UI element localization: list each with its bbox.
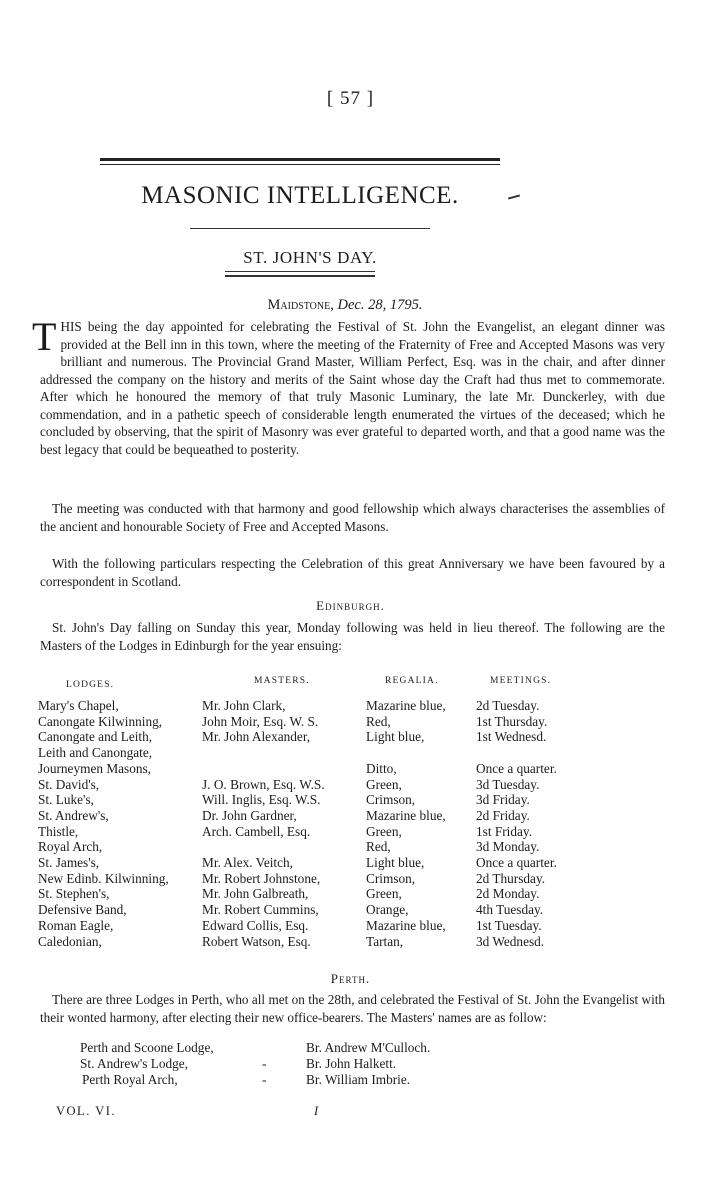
heading-edinburgh: Edinburgh. <box>316 598 385 613</box>
lodge-name: Thistle, <box>38 823 79 839</box>
col-header-masters: MASTERS. <box>254 676 310 686</box>
paragraph-perth: There are three Lodges in Perth, who all met on the 28th, and celebrated the Festival of St. John the Evangelist with their wonted harmony, after electing their new office-bearers. The Masters' names are as follow: <box>40 992 665 1025</box>
lodge-regalia: Green, <box>366 776 402 792</box>
lodge-master: Mr. John Clark, <box>202 698 286 713</box>
lodge-regalia: Red, <box>366 839 391 855</box>
col-header-lodges: LODGES. <box>66 680 115 690</box>
lodge-name: Canongate and Leith, <box>38 729 153 745</box>
lodge-name: St. Stephen's, <box>38 886 110 902</box>
lodge-name: Journeymen Masons, <box>38 760 152 776</box>
lodge-master: Will. Inglis, Esq. W.S. <box>202 792 321 808</box>
subtitle-rule-thin <box>225 271 375 272</box>
top-rule-thick <box>100 158 500 161</box>
lodge-meeting: 1st Thursday. <box>476 713 548 729</box>
lodge-meeting: 1st Friday. <box>476 823 533 839</box>
subtitle-rule-thick <box>225 275 375 277</box>
lodge-regalia: Green, <box>366 886 402 902</box>
lodge-name: Caledonian, <box>38 933 102 949</box>
lodge-regalia: Crimson, <box>366 870 416 886</box>
lodge-master: Edward Collis, Esq. <box>202 917 309 933</box>
lodge-name: St. James's, <box>38 855 100 870</box>
lodge-meeting: 1st Tuesday. <box>476 917 542 933</box>
lodge-master: Mr. John Alexander, <box>202 729 311 745</box>
lodge-name: St. David's, <box>38 776 100 792</box>
lodge-regalia: Red, <box>366 713 391 729</box>
lodge-regalia: Light blue, <box>366 855 425 870</box>
lodge-regalia: Crimson, <box>366 792 416 808</box>
lodge-master: Mr. John Galbreath, <box>202 886 309 902</box>
lodge-name: Leith and Canongate, <box>38 745 153 761</box>
lodge-name: Defensive Band, <box>38 902 127 918</box>
perth-lodge-master: Br. Andrew M'Culloch. <box>306 1040 431 1055</box>
lodge-master: John Moir, Esq. W. S. <box>202 713 319 729</box>
col-header-meetings: MEETINGS. <box>490 676 552 686</box>
lodge-name: St. Luke's, <box>38 792 94 808</box>
title-underline <box>190 228 430 229</box>
footer-volume: VOL. VI. <box>56 1104 117 1118</box>
lodge-master: Robert Watson, Esq. <box>202 933 311 949</box>
lodge-meeting: 2d Monday. <box>476 886 540 902</box>
lodge-name: Mary's Chapel, <box>38 698 119 713</box>
perth-separator: - <box>262 1072 267 1087</box>
stray-mark <box>508 194 520 199</box>
lodge-meeting: 3d Tuesday. <box>476 776 540 792</box>
lodge-meeting: 2d Friday. <box>476 807 530 823</box>
section-title: MASONIC INTELLIGENCE. <box>141 182 459 209</box>
lodge-master: J. O. Brown, Esq. W.S. <box>202 776 325 792</box>
perth-lodge-master: Br. William Imbrie. <box>306 1072 411 1087</box>
heading-perth: Perth. <box>330 971 371 986</box>
lodge-meeting: 3d Wednesd. <box>476 933 545 949</box>
lodge-master: Arch. Cambell, Esq. <box>202 823 311 839</box>
lodge-name: Canongate Kilwinning, <box>38 713 163 729</box>
paragraph-maidstone <box>32 314 665 458</box>
lodge-regalia: Ditto, <box>366 760 397 776</box>
paragraph-maidstone-text: HIS being the day appointed for celebrating the Festival of St. John the Evangelist, an elegant dinner was provided at the Bell inn in this town, where the meeting of the Fraternity of Free and Accepted Masons was very brilliant and numerous. The Provincial Grand Master, William Perfect, Esq. was in the chair, and after dinner addressed the company on the history and merits of the Saint whose day the Craft had thus met to commemorate. After which he honoured the memory of that truly Masonic Luminary, the late Mr. Dunckerley, with due commendation, and in a pathetic speech of considerable length enumerated the virtues of the deceased; which he concluded by observing, that the spirit of Masonry was ever grateful to departed worth, and that a good name was the best legacy that could be bequeathed to posterity. <box>40 319 665 457</box>
lodge-name: St. Andrew's, <box>38 807 109 823</box>
lodge-regalia: Tartan, <box>366 933 404 949</box>
dateline-date: , Dec. 28, 1795. <box>330 297 423 313</box>
lodge-regalia: Mazarine blue, <box>366 917 446 933</box>
lodge-regalia: Light blue, <box>366 729 425 745</box>
lodge-master: Dr. John Gardner, <box>202 807 297 823</box>
lodge-regalia: Mazarine blue, <box>366 698 446 713</box>
lodge-master: Mr. Alex. Veitch, <box>202 855 293 870</box>
col-header-regalia: REGALIA. <box>385 676 439 686</box>
footer-signature: I <box>314 1104 320 1118</box>
lodge-meeting: Once a quarter. <box>476 855 557 870</box>
lodge-name: Royal Arch, <box>38 839 103 855</box>
paragraph-meeting: The meeting was conducted with that harmony and good fellowship which always characterises the assemblies of the ancient and honourable Society of Free and Accepted Masons. <box>40 501 665 534</box>
perth-lodge-name: St. Andrew's Lodge, <box>80 1056 189 1071</box>
lodge-regalia: Green, <box>366 823 402 839</box>
page-number: [ 57 ] <box>326 88 375 109</box>
perth-lodge-name: Perth and Scoone Lodge, <box>80 1040 214 1055</box>
perth-lodge-master: Br. John Halkett. <box>306 1056 397 1071</box>
dateline-place: Maidstone <box>267 297 331 313</box>
subtitle: ST. JOHN'S DAY. <box>243 248 377 267</box>
top-rule-thin <box>100 164 500 165</box>
lodge-meeting: Once a quarter. <box>476 760 557 776</box>
lodge-master: Mr. Robert Cummins, <box>202 902 319 918</box>
lodge-meeting: 3d Friday. <box>476 792 530 808</box>
lodge-meeting: 4th Tuesday. <box>476 902 544 918</box>
dateline <box>190 297 500 314</box>
perth-separator: - <box>262 1056 267 1071</box>
lodge-name: New Edinb. Kilwinning, <box>38 870 169 886</box>
lodge-meeting: 2d Thursday. <box>476 870 546 886</box>
lodge-meeting: 2d Tuesday. <box>476 698 540 713</box>
lodge-regalia: Orange, <box>366 902 409 918</box>
paragraph-edinburgh: St. John's Day falling on Sunday this year, Monday following was held in lieu thereof. The following are the Masters of the Lodges in Edinburgh for the year ensuing: <box>40 620 665 653</box>
drop-cap: T <box>32 314 57 359</box>
lodge-meeting: 1st Wednesd. <box>476 729 547 745</box>
lodge-meeting: 3d Monday. <box>476 839 540 855</box>
lodge-master: Mr. Robert Johnstone, <box>202 870 321 886</box>
perth-lodge-name: Perth Royal Arch, <box>82 1072 178 1087</box>
lodge-name: Roman Eagle, <box>38 917 114 933</box>
lodge-regalia: Mazarine blue, <box>366 807 446 823</box>
paragraph-anniversary: With the following particulars respecting the Celebration of this great Anniversary we have been favoured by a correspondent in Scotland. <box>40 556 665 589</box>
